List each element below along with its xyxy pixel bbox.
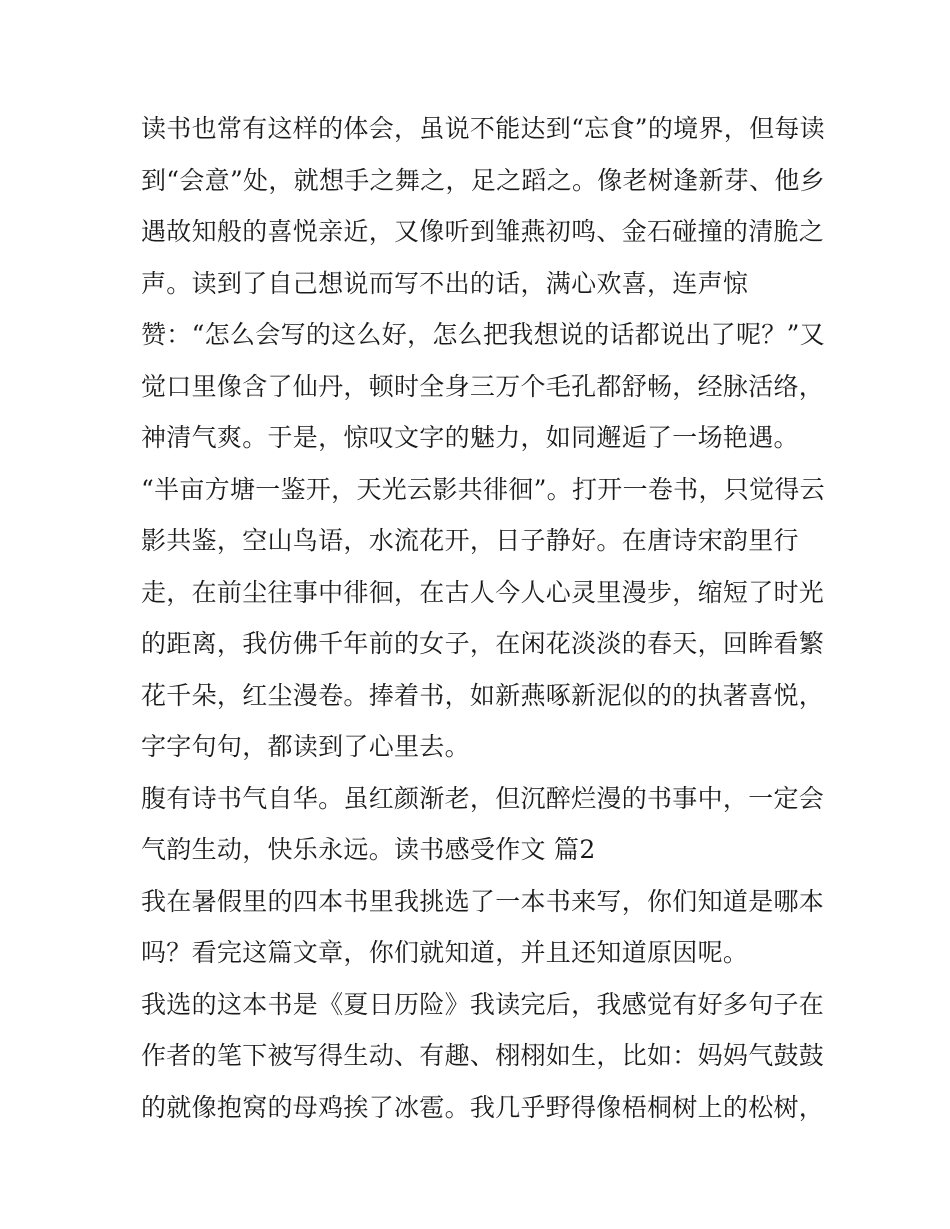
text-line: 花千朵，红尘漫卷。捧着书，如新燕啄新泥似的的执著喜悦， (141, 680, 825, 710)
text-line: 的就像抱窝的母鸡挨了冰雹。我几乎野得像梧桐树上的松树， (141, 1092, 825, 1122)
text-line: “半亩方塘一鉴开，天光云影共徘徊”。打开一卷书，只觉得云 (141, 474, 825, 504)
text-line: 字字句句，都读到了心里去。 (141, 732, 470, 761)
text-line: 到“会意”处，就想手之舞之，足之蹈之。像老树逢新芽、他乡 (141, 165, 825, 195)
text-line: 吗？看完这篇文章，你们就知道，并且还知道原因呢。 (141, 938, 749, 967)
text-line: 我在暑假里的四本书里我挑选了一本书来写，你们知道是哪本 (141, 886, 825, 916)
text-line: 腹有诗书气自华。虽红颜渐老，但沉醉烂漫的书事中，一定会 (141, 783, 825, 813)
text-line: 的距离，我仿佛千年前的女子，在闲花淡淡的春天，回眸看繁 (141, 629, 825, 658)
document-body (141, 103, 825, 1133)
text-line: 我选的这本书是《夏日历险》我读完后，我感觉有好多句子在 (141, 989, 825, 1019)
text-line: 影共鉴，空山鸟语，水流花开，日子静好。在唐诗宋韵里行 (141, 526, 799, 555)
text-line: 觉口里像含了仙丹，顿时全身三万个毛孔都舒畅，经脉活络， (141, 371, 825, 401)
text-line: 遇故知般的喜悦亲近，又像听到雏燕初鸣、金石碰撞的清脆之 (141, 217, 825, 246)
text-line: 声。读到了自己想说而写不出的话，满心欢喜，连声惊 (141, 268, 749, 298)
text-line: 赞：“怎么会写的这么好，怎么把我想说的话都说出了呢？”又 (141, 320, 825, 349)
text-line: 气韵生动，快乐永远。读书感受作文 篇2 (141, 835, 596, 864)
text-line: 神清气爽。于是，惊叹文字的魅力，如同邂逅了一场艳遇。 (141, 423, 799, 452)
text-line: 读书也常有这样的体会，虽说不能达到“忘食”的境界，但每读 (141, 114, 825, 143)
text-line: 作者的笔下被写得生动、有趣、栩栩如生，比如：妈妈气鼓鼓 (141, 1041, 825, 1070)
text-line: 走，在前尘往事中徘徊，在古人今人心灵里漫步，缩短了时光 (141, 577, 825, 607)
